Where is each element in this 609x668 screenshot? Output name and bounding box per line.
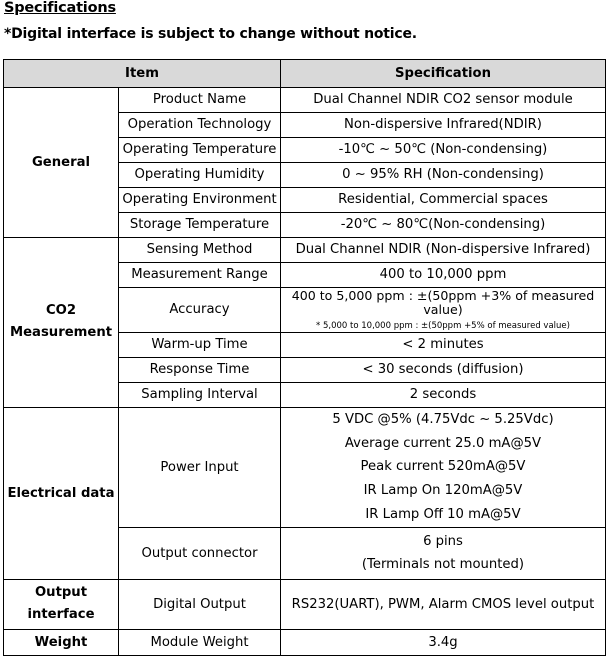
power-line: IR Lamp On 120mA@5V (363, 483, 523, 498)
category-line: CO2 (45, 303, 77, 319)
connector-line: 6 pins (423, 533, 463, 549)
spec-cell: < 30 seconds (diffusion) (281, 357, 606, 382)
connector-line: (Terminals not mounted) (361, 557, 525, 573)
category-general: General (4, 88, 119, 238)
category-electrical-data: Electrical data (4, 407, 119, 579)
item-cell: Measurement Range (119, 263, 281, 288)
category-output-interface (4, 579, 119, 629)
spec-cell: Residential, Commercial spaces (281, 188, 606, 213)
item-header: Item (4, 60, 281, 88)
spec-cell: Dual Channel NDIR CO2 sensor module (281, 88, 606, 113)
item-cell: Product Name (119, 88, 281, 113)
accuracy-main: 400 to 5,000 ppm : ±(50ppm +3% of measured value) (291, 288, 595, 318)
table-header-row (4, 60, 606, 88)
section-heading: Specifications (4, 0, 116, 16)
spec-cell (281, 288, 606, 333)
item-cell: Operating Environment (119, 188, 281, 213)
category-co2-measurement (4, 238, 119, 408)
table-row (4, 407, 606, 527)
item-cell: Output connector (119, 527, 281, 579)
spec-cell: Non-dispersive Infrared(NDIR) (281, 113, 606, 138)
power-line: 5 VDC @5% (4.75Vdc ~ 5.25Vdc) (332, 412, 554, 428)
accuracy-note: * 5,000 to 10,000 ppm : ±(50ppm +5% of measured value) (316, 320, 570, 331)
category-line: interface (27, 607, 95, 623)
item-cell: Module Weight (119, 629, 281, 655)
item-cell: Accuracy (119, 288, 281, 333)
specification-header: Specification (281, 60, 606, 88)
spec-cell: -10℃ ~ 50℃ (Non-condensing) (281, 138, 606, 163)
table-row (4, 88, 606, 113)
item-cell: Sampling Interval (119, 382, 281, 407)
item-cell: Operation Technology (119, 113, 281, 138)
spec-cell (281, 527, 606, 579)
spec-cell (281, 407, 606, 527)
spec-cell: -20℃ ~ 80℃(Non-condensing) (281, 213, 606, 238)
table-row (4, 238, 606, 263)
item-cell: Operating Temperature (119, 138, 281, 163)
category-line: Output (34, 585, 88, 601)
item-cell: Power Input (119, 407, 281, 527)
spec-cell: 0 ~ 95% RH (Non-condensing) (281, 163, 606, 188)
item-cell: Sensing Method (119, 238, 281, 263)
power-line: Peak current 520mA@5V (360, 459, 526, 475)
specifications-table (3, 59, 606, 656)
spec-cell: RS232(UART), PWM, Alarm CMOS level output (281, 579, 606, 629)
item-cell: Operating Humidity (119, 163, 281, 188)
spec-cell: < 2 minutes (281, 332, 606, 357)
spec-cell: Dual Channel NDIR (Non-dispersive Infrared) (281, 238, 606, 263)
item-cell: Response Time (119, 357, 281, 382)
power-line: IR Lamp Off 10 mA@5V (365, 506, 521, 522)
power-line: Average current 25.0 mA@5V (344, 435, 542, 451)
category-line: Measurement (9, 325, 113, 341)
spec-cell: 400 to 10,000 ppm (281, 263, 606, 288)
category-weight: Weight (4, 629, 119, 655)
item-cell: Warm-up Time (119, 332, 281, 357)
table-row (4, 629, 606, 655)
notice-text: *Digital interface is subject to change without notice. (4, 26, 417, 42)
table-row (4, 579, 606, 629)
item-cell: Digital Output (119, 579, 281, 629)
item-cell: Storage Temperature (119, 213, 281, 238)
spec-cell: 2 seconds (281, 382, 606, 407)
spec-cell: 3.4g (281, 629, 606, 655)
